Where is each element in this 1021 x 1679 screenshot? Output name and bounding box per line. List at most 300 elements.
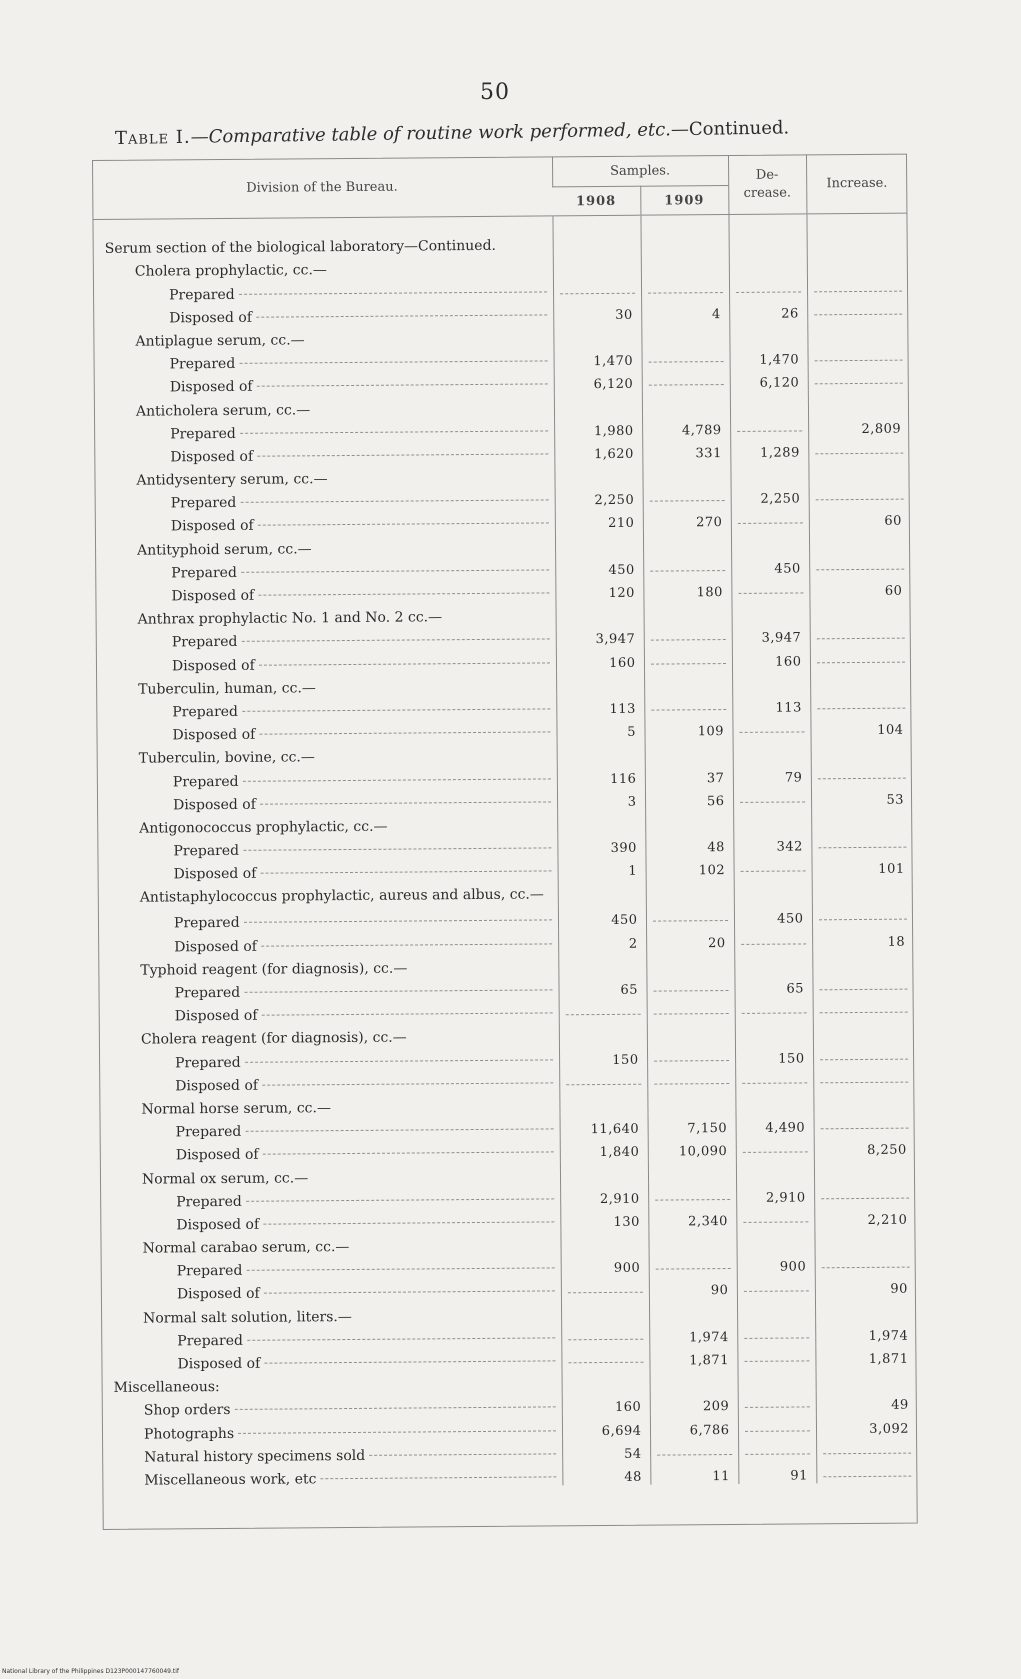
row-label-text: Prepared [177,1332,243,1350]
cell-v1909 [645,809,733,833]
row-label-text: Prepared [169,356,236,373]
cell-v1909 [642,368,730,392]
dot-leader [264,1359,555,1363]
row-label-text: Photographs [143,1425,235,1443]
cell-v1908: 450 [558,905,646,929]
cell-v1909 [649,1252,737,1276]
empty-dashes [814,382,903,385]
row-label-text: Natural history specimens sold [144,1447,366,1466]
cell-v1909 [650,1438,738,1462]
scan-footer: National Library of the Philippines D123P000147760049.tif [2,1668,180,1675]
dot-leader [241,638,549,642]
cell-v1908: 2,910 [560,1183,648,1207]
table-title [115,115,915,149]
empty-dashes [648,291,723,294]
row-label-text: Prepared [173,842,240,860]
dot-leader [241,568,549,572]
cell-dec: 3,947 [732,623,810,647]
dot-leader [258,591,549,595]
dot-leader [257,452,548,456]
cell-inc [810,622,911,646]
cell-v1908: 30 [553,299,641,323]
row-label-text: Disposed of [176,1286,260,1303]
cell-v1909 [648,1182,736,1206]
cell-v1909 [649,1298,737,1322]
empty-dashes [823,1451,912,1454]
cell-inc [811,830,912,854]
cell-inc [811,761,912,785]
empty-dashes [814,289,903,292]
dot-leader [240,429,548,433]
empty-dashes [823,1475,912,1478]
cell-v1909: 11 [650,1461,738,1485]
cell-inc [812,903,913,927]
row-label: Antidysentery serum, cc.— [136,471,328,489]
cell-v1908 [557,809,645,833]
cell-v1908 [557,740,645,764]
cell-v1909 [647,1090,735,1114]
empty-dashes [653,1012,728,1015]
empty-dashes [814,359,903,362]
cell-dec: 150 [735,1043,813,1067]
cell-v1908: 113 [556,693,644,717]
cell-dec [729,275,807,299]
empty-dashes [737,522,802,525]
cell-inc [814,1158,915,1182]
cell-dec: 79 [733,762,811,786]
empty-dashes [816,637,905,640]
cell-v1908: 130 [560,1206,648,1230]
header-division: Division of the Bureau. [92,156,552,219]
cell-dec: 2,910 [736,1182,814,1206]
dot-leader [246,1267,554,1271]
row-label-text: Prepared [171,564,237,582]
cell-v1908: 1,840 [560,1137,648,1161]
empty-dashes [740,800,805,803]
cell-dec [732,669,810,693]
row-label: Normal horse serum, cc.— [141,1100,331,1118]
cell-inc [809,599,910,623]
cell-v1908: 6,694 [562,1415,650,1439]
cell-dec [729,321,807,345]
row-label-text: Prepared [172,703,239,721]
cell-dec [733,785,811,809]
cell-v1909 [645,739,733,763]
empty-dashes [652,919,727,922]
table-title-suffix: —Continued. [670,117,790,141]
row-label-text: Disposed of [173,865,257,883]
row-label: Tuberculin, bovine, cc.— [138,749,315,767]
cell-dec: 2,250 [731,483,809,507]
table-container [92,154,918,1530]
page-number: 50 [480,80,510,105]
cell-dec [735,1066,813,1090]
row-label-text: Prepared [175,1054,241,1071]
cell-inc: 2,210 [814,1204,915,1228]
empty-dashes [738,591,803,594]
cell-v1908: 65 [558,974,646,998]
cell-dec [737,1344,815,1368]
cell-inc [808,390,909,414]
cell-v1909 [641,345,729,369]
cell-v1909 [648,1159,736,1183]
cell-v1908: 3,947 [556,624,644,648]
cell-v1909: 1,871 [649,1345,737,1369]
cell-inc [809,483,910,507]
cell-dec [736,1205,814,1229]
cell-inc [808,367,909,391]
spacer-cell [552,215,640,230]
row-label-text: Prepared [176,1193,242,1211]
dot-leader [245,1128,553,1132]
cell-inc [815,1251,916,1275]
dot-leader [263,1151,554,1155]
cell-v1909 [641,322,729,346]
cell-v1909 [641,252,729,276]
cell-v1909: 56 [645,785,733,809]
cell-inc [809,529,910,553]
cell-v1909 [646,951,734,975]
cell-inc [816,1436,917,1460]
cell-dec [733,808,811,832]
cell-dec [735,996,813,1020]
cell-v1908 [553,276,641,300]
cell-inc [811,807,912,831]
cell-v1908: 1,470 [553,346,641,370]
cell-inc [807,228,908,252]
cell-inc [816,1459,917,1483]
cell-inc [815,1297,916,1321]
cell-inc: 60 [809,506,910,530]
cell-v1908 [560,1160,648,1184]
empty-dashes [651,708,726,711]
row-label-text: Disposed of [170,518,254,535]
empty-dashes [821,1196,910,1199]
cell-dec: 26 [729,298,807,322]
dot-leader [263,1220,554,1224]
dot-leader [261,1012,552,1016]
row-label-text: Disposed of [174,1007,258,1025]
dot-leader [258,522,549,526]
cell-v1908 [555,601,643,625]
cell-v1908 [561,1299,649,1323]
cell-inc [811,738,912,762]
cell-v1908 [553,322,641,346]
dot-leader [320,1475,555,1479]
empty-dashes [819,988,908,991]
header-samples: Samples. [552,155,728,187]
dot-leader [244,988,552,992]
cell-inc: 101 [811,854,912,878]
cell-v1909 [643,600,731,624]
empty-dashes [650,638,725,641]
cell-inc [816,1367,917,1391]
dot-leader [261,942,552,946]
row-label-text: Prepared [175,1123,242,1141]
empty-dashes [814,312,903,315]
cell-v1908 [559,1021,647,1045]
dot-leader [246,1197,554,1201]
row-label-text: Disposed of [176,1216,260,1234]
cell-v1909: 4 [641,299,729,323]
cell-dec [731,530,809,554]
cell-inc: 53 [811,784,912,808]
row-label: Antiplague serum, cc.— [135,332,305,350]
cell-dec [729,228,807,252]
cell-inc [807,251,908,275]
row-label-text: Disposed of [175,1077,259,1095]
dot-leader [240,499,548,503]
cell-v1908 [554,392,642,416]
row-label-text: Disposed of [175,1147,259,1164]
dot-leader [242,707,550,711]
cell-v1908 [561,1322,649,1346]
cell-v1908 [562,1369,650,1393]
cell-dec [729,252,807,276]
cell-v1909 [646,878,734,905]
cell-dec [731,599,809,623]
row-label: Cholera prophylactic, cc.— [134,262,327,281]
cell-dec [731,507,809,531]
cell-inc: 1,871 [815,1343,916,1367]
empty-dashes [565,1013,640,1016]
cell-v1909 [643,530,731,554]
cell-v1909 [644,646,732,670]
empty-dashes [816,567,905,570]
cell-v1909: 37 [645,762,733,786]
cell-v1908: 5 [556,717,644,741]
table-body [92,213,917,1489]
cell-inc [807,297,908,321]
cell-inc [814,1181,915,1205]
empty-dashes [817,707,906,710]
cell-v1909 [646,904,734,928]
cell-v1909 [644,670,732,694]
cell-v1908 [561,1276,649,1300]
empty-dashes [568,1338,643,1341]
comparative-table [92,154,917,1489]
cell-dec [737,1298,815,1322]
empty-dashes [818,846,907,849]
cell-dec: 160 [732,646,810,670]
dot-leader [235,1406,556,1411]
cell-dec [738,1391,816,1415]
cell-v1909: 1,974 [649,1322,737,1346]
cell-v1909: 102 [645,855,733,879]
cell-v1908: 3 [557,786,645,810]
cell-v1908 [553,230,641,254]
cell-inc [813,996,914,1020]
row-label-text: Prepared [171,634,238,651]
cell-dec [734,878,812,905]
cell-dec [730,391,808,415]
dot-leader [262,1081,553,1085]
row-label-text: Prepared [170,425,236,443]
empty-dashes [743,1220,808,1223]
dot-leader [244,919,552,923]
row-label: Antityphoid serum, cc.— [137,540,312,559]
cell-dec: 450 [734,904,812,928]
empty-dashes [741,942,806,945]
cell-inc [812,949,913,973]
cell-v1909 [642,461,730,485]
empty-dashes [650,662,725,665]
empty-dashes [654,1059,729,1062]
cell-v1909: 20 [646,927,734,951]
dot-leader [264,1290,555,1294]
row-label: Anthrax prophylactic No. 1 and No. 2 cc.— [137,609,443,628]
cell-inc [814,1227,915,1251]
cell-v1909 [644,693,732,717]
cell-dec [737,1275,815,1299]
row-label-text: Disposed of [173,796,256,814]
cell-v1908: 210 [555,508,643,532]
cell-v1908: 900 [561,1253,649,1277]
row-label-text: Disposed of [169,379,253,396]
empty-dashes [566,1082,641,1085]
empty-dashes [742,1081,807,1084]
header-decrease: De- crease. [728,154,806,214]
cell-v1908: 1,620 [554,438,642,462]
cell-v1909 [643,554,731,578]
cell-inc [810,691,911,715]
cell-dec [738,1414,816,1438]
row-label-text: Disposed of [174,938,258,956]
row-label-text: Prepared [168,286,235,303]
row-label-text: Disposed of [177,1355,261,1373]
cell-dec: 1,289 [730,437,808,461]
dot-leader [260,870,551,874]
dot-leader [260,800,551,804]
row-label: Serum section of the biological laboratory—Continued. [104,238,497,258]
row-label: Normal salt solution, liters.— [143,1308,352,1327]
empty-dashes [654,1082,729,1085]
cell-inc [813,1019,914,1043]
cell-inc [810,645,911,669]
cell-v1909: 10,090 [648,1136,736,1160]
cell-dec: 91 [738,1460,816,1484]
cell-dec [734,950,812,974]
cell-dec [735,1089,813,1113]
cell-v1908: 48 [562,1461,650,1485]
cell-v1909 [641,229,729,253]
cell-v1908: 1 [557,856,645,880]
cell-v1909 [642,391,730,415]
cell-inc [807,344,908,368]
cell-inc: 60 [809,575,910,599]
empty-dashes [816,660,905,663]
empty-dashes [744,1406,809,1409]
empty-dashes [657,1453,732,1456]
cell-dec: 900 [737,1251,815,1275]
dot-leader [245,1058,553,1062]
dot-leader [259,661,550,665]
empty-dashes [819,1011,908,1014]
cell-dec: 6,120 [730,368,808,392]
cell-inc [812,877,913,904]
cell-dec [738,1437,816,1461]
cell-dec [735,1020,813,1044]
cell-dec: 342 [733,831,811,855]
cell-dec: 450 [731,553,809,577]
empty-dashes [739,731,804,734]
cell-inc [807,320,908,344]
empty-dashes [742,1151,807,1154]
cell-inc: 104 [810,715,911,739]
empty-dashes [655,1198,730,1201]
cell-v1908: 6,120 [554,369,642,393]
cell-v1908 [559,1090,647,1114]
row-label: Typhoid reagent (for diagnosis), cc.— [140,960,408,979]
row-label-text: Prepared [173,915,240,932]
cell-v1908: 2,250 [555,485,643,509]
empty-dashes [744,1429,809,1432]
empty-dashes [815,452,904,455]
empty-dashes [745,1452,810,1455]
row-label-text: Disposed of [172,726,256,744]
cell-v1908 [554,462,642,486]
cell-inc: 18 [812,926,913,950]
empty-dashes [560,291,635,294]
row-label-wrap [144,1469,556,1488]
cell-inc: 8,250 [814,1135,915,1159]
cell-dec: 65 [734,973,812,997]
row-label-text: Disposed of [169,309,253,327]
cell-dec: 1,470 [729,344,807,368]
empty-dashes [736,290,801,293]
cell-dec: 4,490 [736,1112,814,1136]
empty-dashes [740,870,805,873]
cell-v1909 [647,997,735,1021]
empty-dashes [648,383,723,386]
dot-leader [239,360,547,364]
cell-v1908: 160 [556,647,644,671]
row-label-text: Prepared [176,1263,243,1280]
cell-v1908: 54 [562,1438,650,1462]
cell-v1909 [647,1020,735,1044]
cell-v1909 [650,1368,738,1392]
cell-dec [731,576,809,600]
dot-leader [247,1336,555,1340]
row-label: Miscellaneous: [113,1379,220,1397]
cell-dec: 113 [732,692,810,716]
row-label: Tuberculin, human, cc.— [138,680,316,698]
cell-v1908: 160 [562,1392,650,1416]
cell-v1909 [647,1043,735,1067]
cell-dec [738,1367,816,1391]
cell-inc [812,972,913,996]
cell-inc: 2,809 [808,413,909,437]
header-1909: 1909 [640,186,728,216]
row-label: Antigonococcus prophylactic, cc.— [139,818,388,837]
cell-dec [733,738,811,762]
cell-dec [736,1135,814,1159]
cell-v1909: 270 [643,507,731,531]
cell-inc: 90 [815,1274,916,1298]
row-label-text: Prepared [170,495,237,512]
empty-dashes [820,1080,909,1083]
cell-v1909: 7,150 [648,1113,736,1137]
cell-v1908: 1,980 [554,415,642,439]
cell-v1909 [644,623,732,647]
empty-dashes [820,1057,909,1060]
cell-v1909: 109 [644,716,732,740]
dot-leader [256,313,547,317]
empty-dashes [744,1336,809,1339]
cell-dec [736,1228,814,1252]
spacer-cell [640,215,728,230]
cell-v1908 [558,951,646,975]
